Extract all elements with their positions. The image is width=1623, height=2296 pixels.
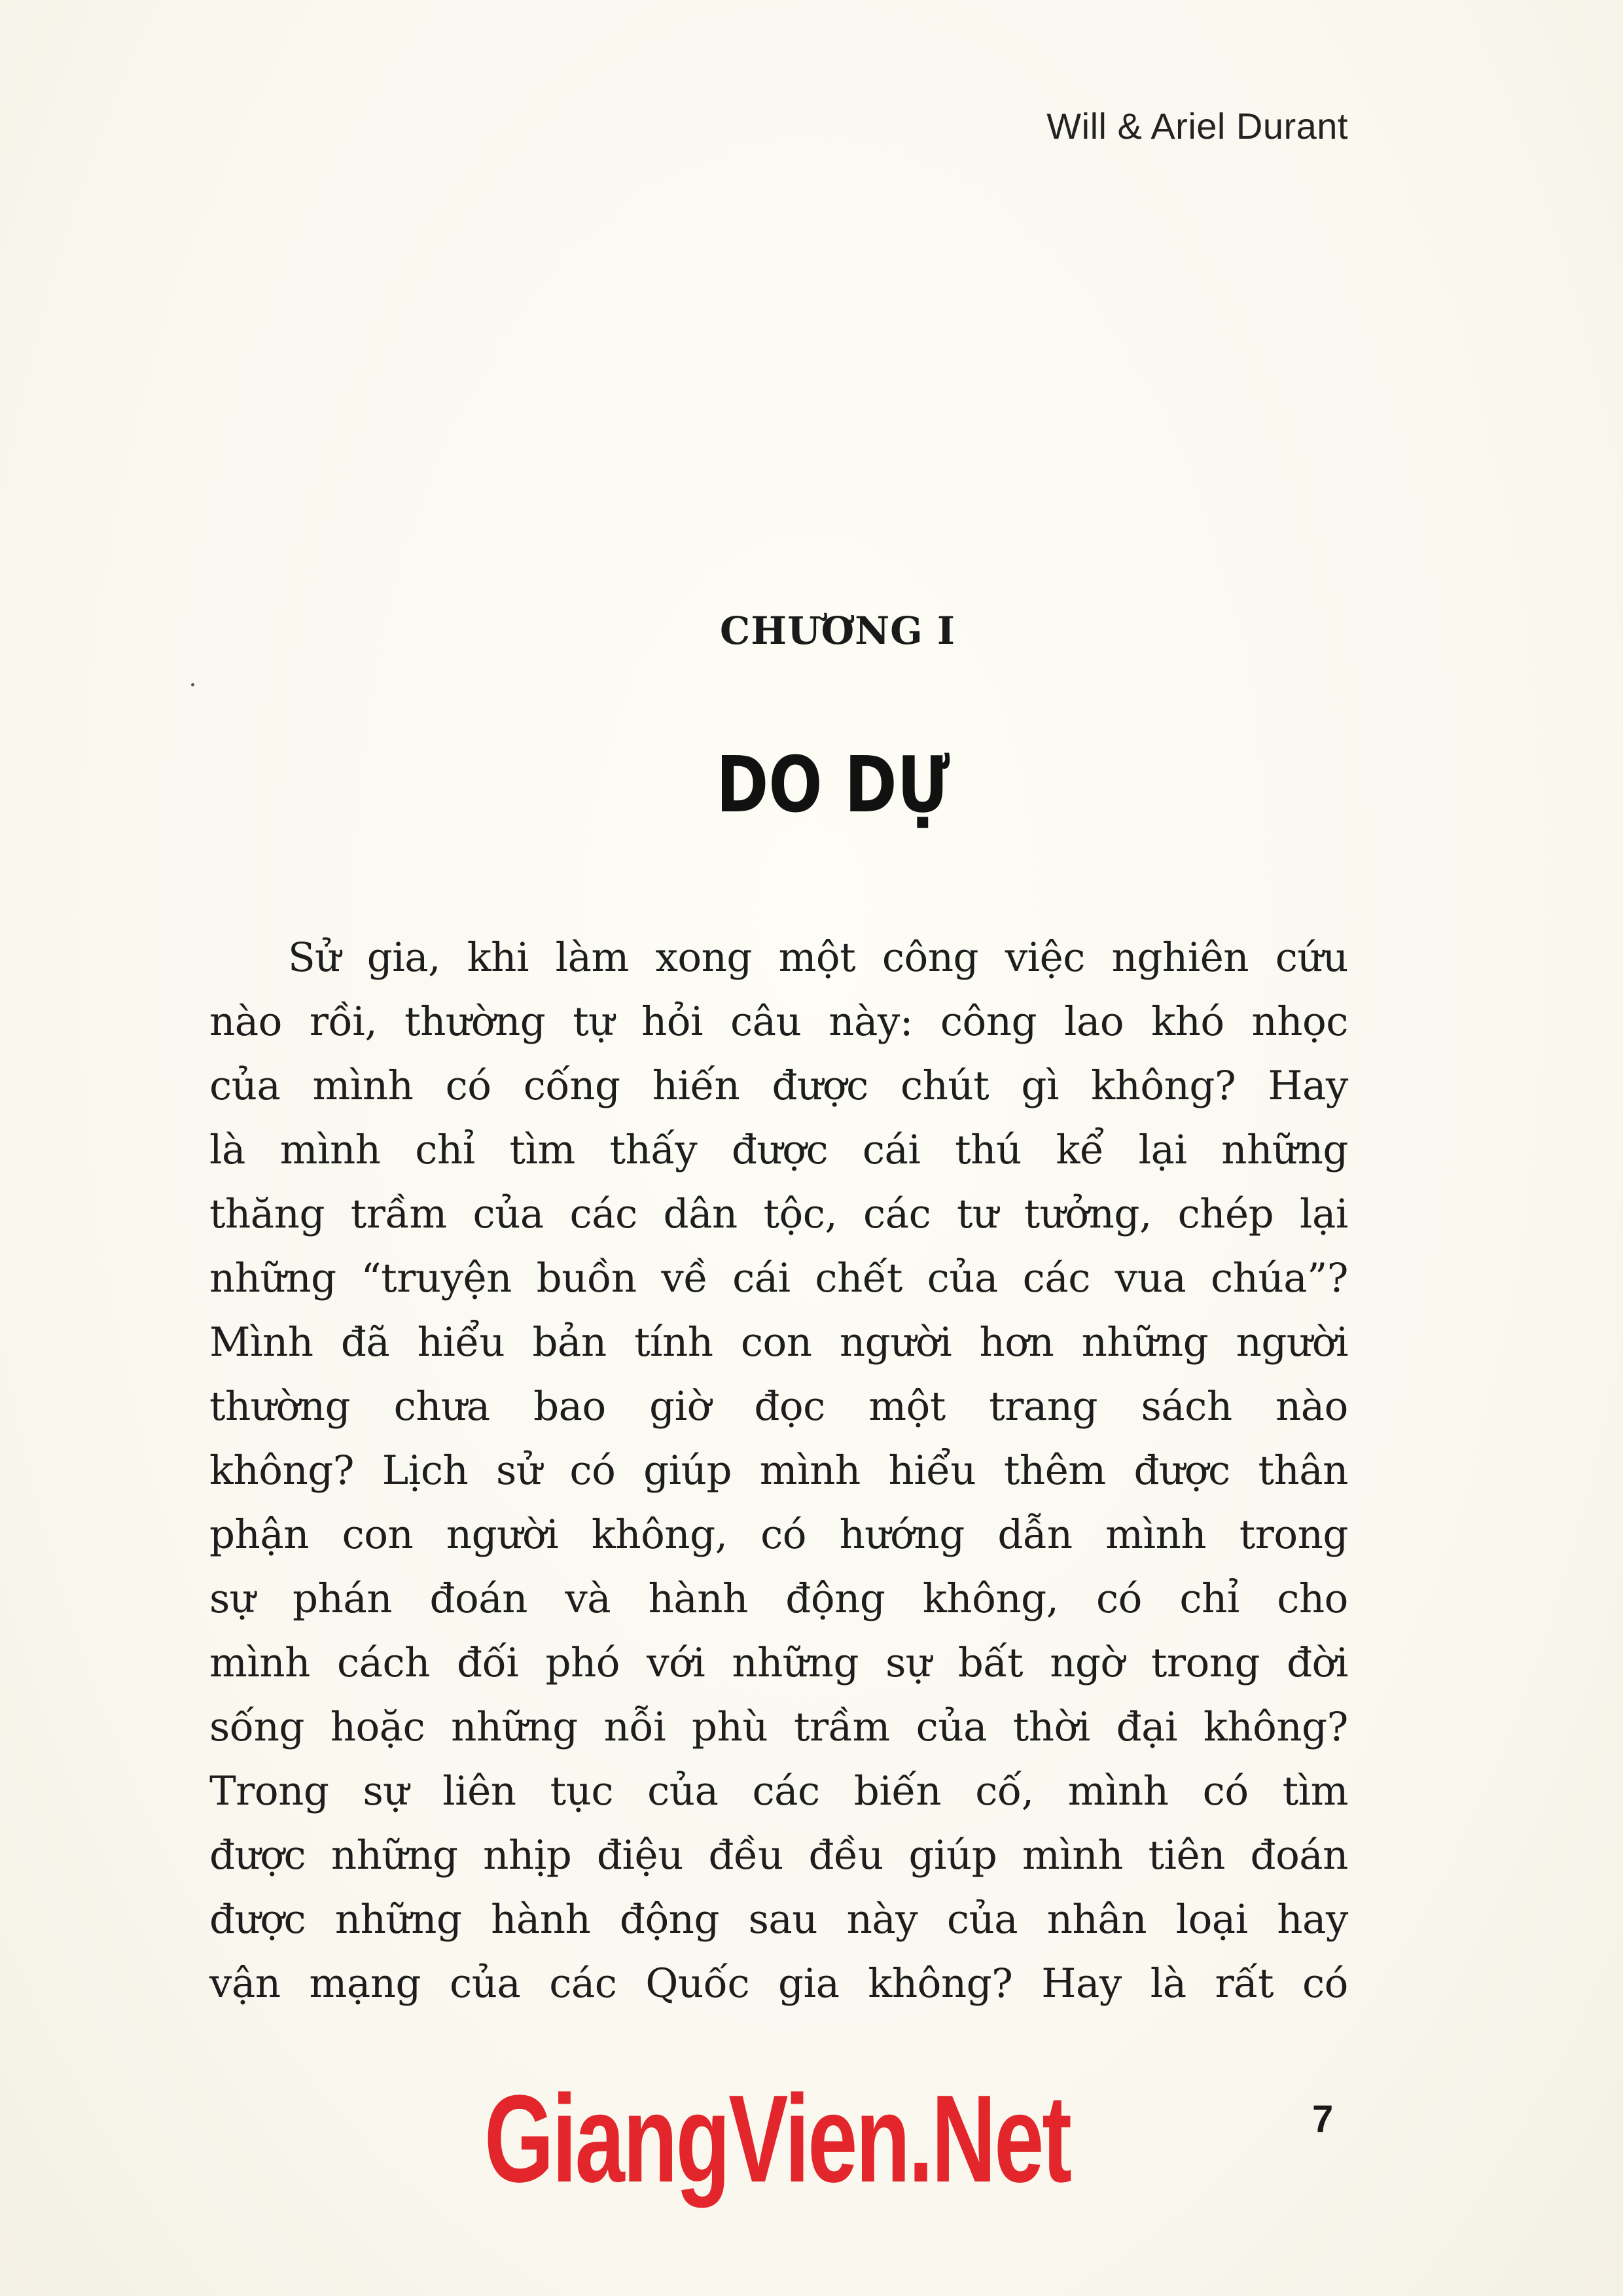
body-line [209, 1503, 1348, 1567]
body-word: được [772, 1063, 868, 1109]
body-line [209, 1118, 1348, 1182]
body-word: trong [1239, 1511, 1348, 1558]
body-word: lao [1064, 998, 1124, 1045]
body-word: chép [1177, 1191, 1274, 1237]
body-word: không? [1203, 1704, 1348, 1750]
body-word: tục [550, 1768, 614, 1814]
body-word: đoán [429, 1576, 527, 1622]
body-word: nghiên [1111, 934, 1249, 981]
body-word: trầm [350, 1191, 447, 1237]
body-word: sự [209, 1576, 255, 1622]
body-word: là [1150, 1960, 1186, 2007]
body-word: bản [532, 1319, 607, 1366]
body-word: mình [312, 1063, 414, 1109]
body-word: hoặc [330, 1704, 425, 1750]
body-word: phán [293, 1576, 393, 1622]
body-word: Sử [288, 934, 341, 981]
body-word: nỗi [603, 1704, 666, 1750]
body-word: của [209, 1063, 281, 1109]
body-word: có [1302, 1960, 1348, 2007]
body-word: đã [340, 1319, 390, 1366]
body-word: mình [1022, 1832, 1123, 1879]
body-word: không? [1091, 1063, 1236, 1109]
body-word: có [760, 1511, 807, 1558]
body-word: hướng [839, 1511, 965, 1558]
body-word: kể [1056, 1127, 1104, 1173]
body-word: của [916, 1704, 987, 1750]
body-word: tự [573, 998, 615, 1045]
body-line [209, 1182, 1348, 1246]
body-word: tìm [1282, 1768, 1348, 1814]
body-word: cứu [1275, 934, 1348, 981]
watermark: GiangVien.Net [484, 2070, 1071, 2208]
body-word: con [342, 1511, 414, 1558]
body-word: được [731, 1127, 829, 1173]
body-word: người [1236, 1319, 1348, 1366]
body-word: sách [1141, 1383, 1232, 1430]
body-line [209, 1759, 1348, 1824]
body-word: bao [533, 1383, 606, 1430]
body-word: đối [457, 1640, 519, 1686]
body-word: động [785, 1576, 885, 1622]
body-word: thêm [1003, 1447, 1106, 1494]
body-line [209, 1695, 1348, 1759]
body-word: được [209, 1832, 306, 1879]
body-word: trầm [793, 1704, 890, 1750]
body-word: chỉ [1179, 1576, 1240, 1622]
body-word: đọc [754, 1383, 825, 1430]
body-word: những [1081, 1319, 1209, 1366]
body-word: tư [957, 1191, 998, 1237]
body-word: mình [1067, 1768, 1169, 1814]
body-word: của [473, 1191, 544, 1237]
body-word: thường [209, 1383, 351, 1430]
body-line [209, 1375, 1348, 1439]
body-line [209, 1952, 1348, 2016]
body-word: nào [1275, 1383, 1348, 1430]
body-word: ngờ [1050, 1640, 1124, 1686]
body-word: chỉ [415, 1127, 475, 1173]
body-word: được [209, 1896, 306, 1943]
body-word: chúa”? [1210, 1255, 1348, 1301]
dust-speck [191, 683, 194, 686]
body-word: có [1096, 1576, 1142, 1622]
body-word: biến [853, 1768, 942, 1814]
body-word: phù [692, 1704, 768, 1750]
body-word: những [1221, 1127, 1348, 1173]
body-word: này [846, 1896, 918, 1943]
body-word: tộc, [763, 1191, 838, 1237]
body-word: vua [1115, 1255, 1186, 1301]
body-word: công [940, 998, 1037, 1045]
body-word: bất [957, 1640, 1024, 1686]
body-word: không? [209, 1447, 355, 1494]
body-word: giờ [649, 1383, 711, 1430]
body-word: gia [778, 1960, 840, 2007]
body-word: cách [336, 1640, 430, 1686]
body-word: người [446, 1511, 559, 1558]
page-number: 7 [1312, 2098, 1334, 2140]
body-word: giúp [643, 1447, 732, 1494]
body-word: hay [1277, 1896, 1348, 1943]
body-word: Trong [209, 1768, 329, 1814]
body-word: hành [491, 1896, 591, 1943]
body-word: vận [209, 1960, 281, 2007]
body-word: thời [1012, 1704, 1090, 1750]
body-word: đời [1287, 1640, 1348, 1686]
body-word: gì [1021, 1063, 1059, 1109]
body-word: sự [885, 1640, 931, 1686]
body-word: các [569, 1191, 637, 1237]
body-word: cống [523, 1063, 620, 1109]
body-paragraph [209, 926, 1348, 2016]
body-word: hành [648, 1576, 748, 1622]
body-word: đều [708, 1832, 783, 1879]
body-word: những [451, 1704, 578, 1750]
body-word: trong [1150, 1640, 1260, 1686]
body-word: gia, [366, 934, 441, 981]
body-word: các [752, 1768, 820, 1814]
body-word: có [569, 1447, 616, 1494]
body-word: sau [748, 1896, 818, 1943]
body-word: động [619, 1896, 720, 1943]
body-word: hiểu [417, 1319, 505, 1366]
body-word: thường [404, 998, 546, 1045]
body-word: những [334, 1896, 462, 1943]
body-word: hỏi [641, 998, 704, 1045]
body-word: khó [1151, 998, 1224, 1045]
body-word: nhịp [483, 1832, 572, 1879]
body-word: tưởng, [1024, 1191, 1152, 1237]
body-word: Lịch [382, 1447, 469, 1494]
body-word: câu [730, 998, 802, 1045]
body-word: hiểu [888, 1447, 976, 1494]
body-word: rồi, [309, 998, 378, 1045]
body-word: sự [363, 1768, 409, 1814]
body-word: có [1202, 1768, 1249, 1814]
body-word: Quốc [645, 1960, 750, 2007]
body-word: không, [591, 1511, 728, 1558]
body-word: cái [732, 1255, 791, 1301]
body-word: nào [209, 998, 282, 1045]
body-word: có [445, 1063, 491, 1109]
body-word: của [647, 1768, 719, 1814]
body-word: thăng [209, 1191, 325, 1237]
body-word: lại [1299, 1191, 1348, 1237]
body-line [209, 1631, 1348, 1695]
body-line [209, 1311, 1348, 1375]
body-word: về [661, 1255, 708, 1301]
body-word: không, [922, 1576, 1059, 1622]
body-word: dân [663, 1191, 738, 1237]
chapter-title: DO DỰ [716, 739, 950, 830]
running-head: Will & Ariel Durant [1046, 105, 1348, 147]
body-word: mình [209, 1640, 310, 1686]
body-word: hơn [979, 1319, 1054, 1366]
body-word: cố, [975, 1768, 1034, 1814]
body-word: Mình [209, 1319, 313, 1366]
body-word: xong [655, 934, 752, 981]
body-word: không? [868, 1960, 1013, 2007]
body-word: một [778, 934, 856, 981]
body-word: của [449, 1960, 521, 2007]
body-word: dẫn [997, 1511, 1073, 1558]
body-word: những [209, 1255, 336, 1301]
body-line [209, 926, 1348, 990]
body-word: chết [815, 1255, 902, 1301]
body-line [209, 1567, 1348, 1631]
body-word: sử [496, 1447, 542, 1494]
body-word: thú [955, 1127, 1022, 1173]
body-line [209, 990, 1348, 1054]
body-word: với [647, 1640, 705, 1686]
body-word: một [868, 1383, 946, 1430]
body-word: những [732, 1640, 859, 1686]
body-word: tìm [509, 1127, 575, 1173]
body-word: mạng [309, 1960, 421, 2007]
body-word: sống [209, 1704, 304, 1750]
body-word: trang [989, 1383, 1098, 1430]
body-word: tính [633, 1319, 713, 1366]
body-word: việc [1005, 934, 1085, 981]
body-word: người [839, 1319, 952, 1366]
body-line [209, 1054, 1348, 1118]
body-word: các [549, 1960, 617, 2007]
body-word: tiên [1148, 1832, 1225, 1879]
body-word: nhân [1046, 1896, 1147, 1943]
body-word: này: [829, 998, 913, 1045]
body-line [209, 1246, 1348, 1311]
body-word: mình [759, 1447, 861, 1494]
body-word: và [565, 1576, 611, 1622]
body-word: là [209, 1127, 245, 1173]
body-word: chưa [393, 1383, 490, 1430]
body-word: mình [279, 1127, 381, 1173]
body-word: công [882, 934, 979, 981]
body-word: con [740, 1319, 812, 1366]
body-word: phận [209, 1511, 309, 1558]
body-word: thân [1258, 1447, 1348, 1494]
body-word: những [330, 1832, 458, 1879]
chapter-label: CHƯƠNG I [720, 609, 955, 653]
body-word: hiến [652, 1063, 740, 1109]
body-word: rất [1215, 1960, 1274, 2007]
body-word: Hay [1041, 1960, 1122, 2007]
body-word: điệu [596, 1832, 683, 1879]
body-word: chút [900, 1063, 990, 1109]
body-word: phó [545, 1640, 620, 1686]
body-line [209, 1824, 1348, 1888]
body-line [209, 1888, 1348, 1952]
body-word: các [1022, 1255, 1090, 1301]
body-word: của [946, 1896, 1018, 1943]
body-word: loại [1175, 1896, 1248, 1943]
body-word: giúp [908, 1832, 997, 1879]
body-word: làm [555, 934, 629, 981]
body-word: “truyện [361, 1255, 512, 1301]
body-word: cho [1277, 1576, 1348, 1622]
body-word: cái [862, 1127, 921, 1173]
body-word: được [1133, 1447, 1230, 1494]
body-word: đại [1116, 1704, 1178, 1750]
body-word: liên [442, 1768, 516, 1814]
body-word: buồn [536, 1255, 637, 1301]
body-word: nhọc [1251, 998, 1348, 1045]
body-word: thấy [609, 1127, 698, 1173]
body-word: của [927, 1255, 998, 1301]
body-word: Hay [1268, 1063, 1348, 1109]
body-word: đoán [1250, 1832, 1348, 1879]
body-line [209, 1439, 1348, 1503]
body-word: đều [808, 1832, 883, 1879]
body-word: lại [1138, 1127, 1187, 1173]
body-word: các [863, 1191, 931, 1237]
body-word: mình [1105, 1511, 1207, 1558]
body-word: khi [467, 934, 529, 981]
